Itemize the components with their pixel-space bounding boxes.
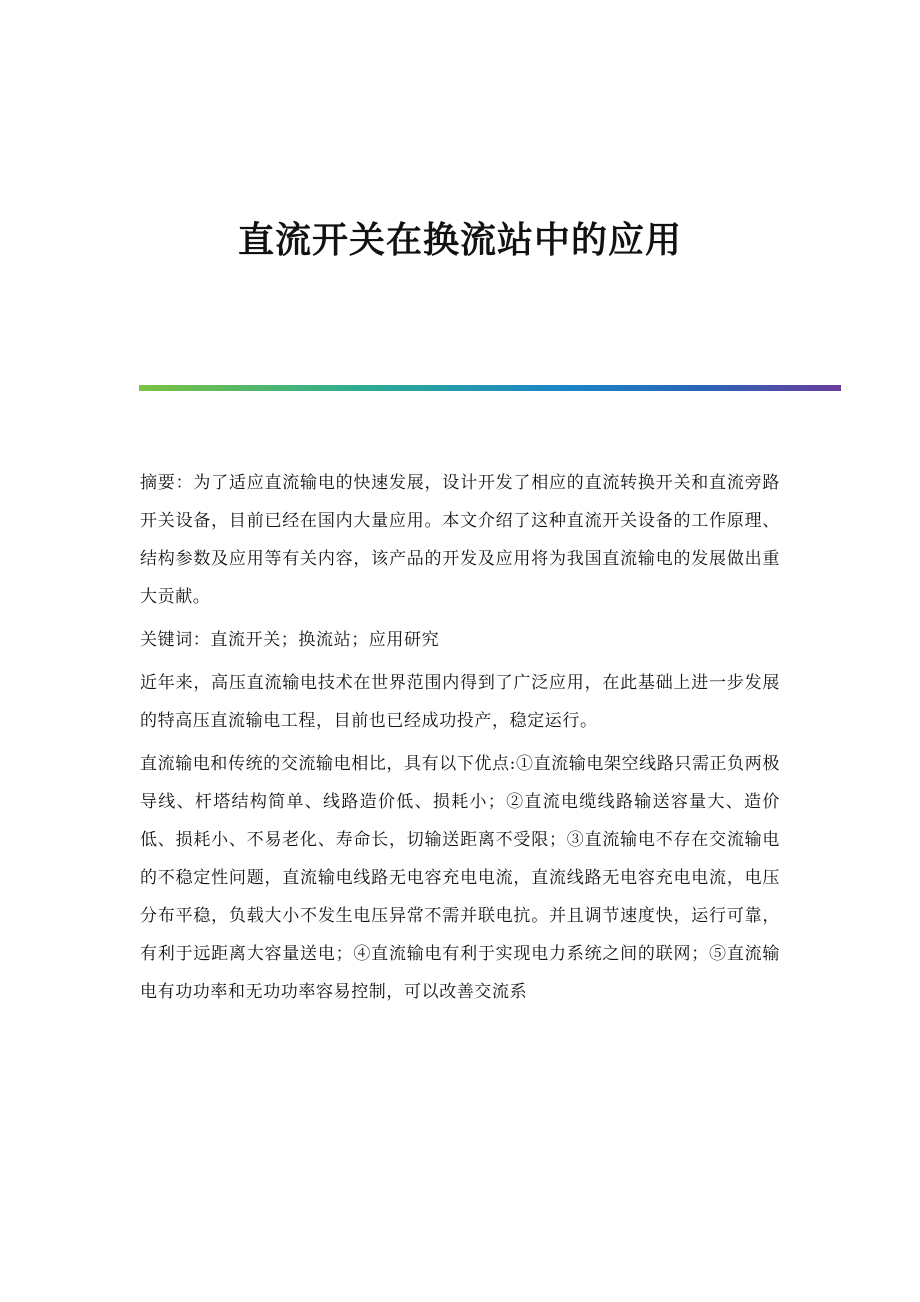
abstract-paragraph: 摘要：为了适应直流输电的快速发展，设计开发了相应的直流转换开关和直流旁路开关设备，目前已经在国内大量应用。本文介绍了这种直流开关设备的工作原理、结构参数及应用等有关内容，该产品的开发及应用将为我国直流输电的发展做出重大贡献。 xyxy=(140,473,780,607)
body-paragraph-2: 直流输电和传统的交流输电相比，具有以下优点:①直流输电架空线路只需正负两极导线、杆塔结构简单、线路造价低、损耗小；②直流电缆线路输送容量大、造价低、损耗小、不易老化、寿命长，切输送距离不受限；③直流输电不存在交流输电的不稳定性问题，直流输电线路无电容充电电流，直流线路无电容充电电流，电压分布平稳，负载大小不发生电压异常不需并联电抗。并且调节速度快，运行可靠，有利于远距离大容量送电；④直流输电有利于实现电力系统之间的联网；⑤直流输电有功功率和无功功率容易控制，可以改善交流系 xyxy=(140,754,780,1002)
title-divider xyxy=(139,385,841,391)
keywords-paragraph: 关键词：直流开关；换流站；应用研究 xyxy=(140,630,440,650)
document-body xyxy=(140,464,780,1016)
document-title: 直流开关在换流站中的应用 xyxy=(237,219,682,261)
body-paragraph-1: 近年来，高压直流输电技术在世界范围内得到了广泛应用，在此基础上进一步发展的特高压直流输电工程，目前也已经成功投产，稳定运行。 xyxy=(140,673,780,731)
